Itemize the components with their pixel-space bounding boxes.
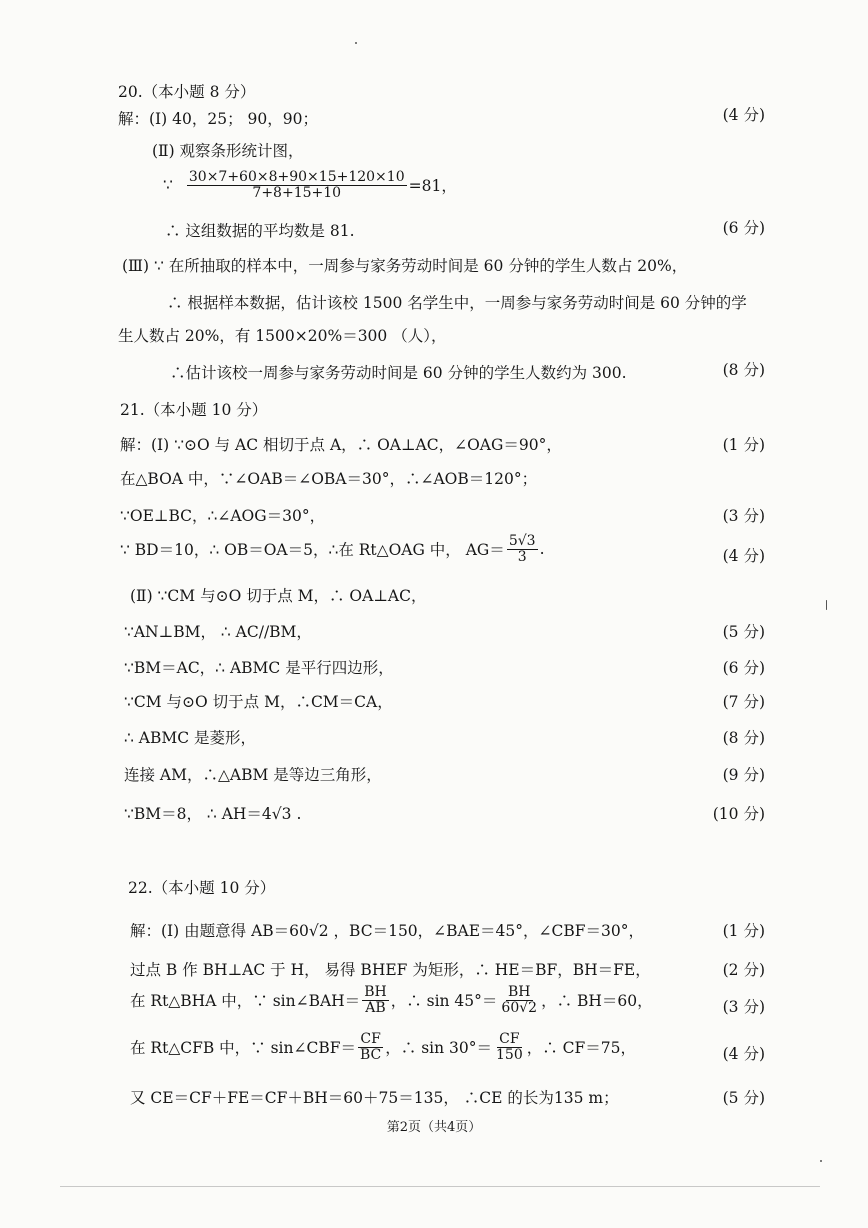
q22-line-4-fraction-2	[494, 1032, 525, 1062]
q21-line-6: ∵AN⊥BM， ∴ AC//BM，	[124, 623, 312, 641]
scan-speck	[826, 600, 827, 610]
q22-line-3-score: (3 分)	[722, 998, 765, 1016]
q21-line-9: ∴ ABMC 是菱形，	[124, 729, 257, 747]
q22-line-4	[130, 1032, 636, 1062]
denominator: 150	[496, 1046, 523, 1063]
q20-average-denominator: 7+8+15+10	[252, 184, 342, 201]
q21-ag-line	[120, 534, 545, 564]
q21-line-10-score: (9 分)	[722, 766, 765, 784]
page-bottom-rule	[60, 1186, 820, 1187]
q21-line-6-score: (5 分)	[722, 623, 765, 641]
q21-line-1-score: (1 分)	[722, 436, 765, 454]
q20-average-formula	[163, 170, 457, 200]
q21-ag-prefix: ∵ BD＝10，∴ OB＝OA＝5，∴在 Rt△OAG 中， AG＝	[120, 541, 505, 560]
q21-line-3-score: (3 分)	[722, 507, 765, 525]
q20-part2-score: (6 分)	[722, 219, 765, 237]
q22-line-3	[130, 985, 653, 1015]
q22-line-4-a: 在 Rt△CFB 中，∵ sin∠CBF＝	[130, 1039, 356, 1058]
q21-line-2: 在△BOA 中，∵∠OAB＝∠OBA＝30°，∴∠AOB＝120°；	[120, 470, 538, 488]
q22-line-3-b: ，∴ sin 45°＝	[390, 992, 498, 1011]
q21-line-8: ∵CM 与⊙O 切于点 M，∴CM＝CA，	[124, 693, 393, 711]
q22-line-4-fraction-1	[358, 1032, 383, 1062]
q22-line-3-fraction-2	[499, 985, 539, 1015]
numerator: BH	[508, 984, 531, 1000]
q21-ag-suffix: .	[539, 540, 545, 559]
q20-part3-line3: 生人数占 20%，有 1500×20%＝300 （人），	[118, 327, 447, 345]
numerator: CF	[499, 1031, 520, 1047]
scan-speck	[355, 42, 357, 44]
denominator: BC	[360, 1046, 382, 1063]
q22-line-3-c: ，∴ BH＝60，	[541, 992, 653, 1011]
because-symbol: ∵	[163, 176, 173, 195]
q22-line-1-score: (1 分)	[722, 922, 765, 940]
q21-line-8-score: (7 分)	[722, 693, 765, 711]
numerator: CF	[360, 1031, 381, 1047]
scan-speck	[820, 1160, 822, 1162]
q20-part2: (Ⅱ) 观察条形统计图，	[152, 142, 304, 160]
q22-line-2-score: (2 分)	[722, 961, 765, 979]
q21-ag-score: (4 分)	[722, 547, 765, 565]
q21-ag-numerator: 5√3	[508, 533, 536, 549]
q21-line-5: (Ⅱ) ∵CM 与⊙O 切于点 M，∴ OA⊥AC，	[130, 587, 427, 605]
denominator: AB	[365, 999, 386, 1016]
q21-line-1: 解：(Ⅰ) ∵⊙O 与 AC 相切于点 A，∴ OA⊥AC，∠OAG＝90°，	[120, 436, 562, 454]
q21-ag-fraction	[507, 534, 538, 564]
q22-line-4-score: (4 分)	[722, 1045, 765, 1063]
q22-line-5: 又 CE＝CF＋FE＝CF＋BH＝60＋75＝135， ∴CE 的长为135 m；	[130, 1089, 619, 1107]
q22-line-4-b: ，∴ sin 30°＝	[385, 1039, 492, 1058]
denominator: 60√2	[501, 999, 538, 1016]
q20-average-numerator: 30×7+60×8+90×15+120×10	[188, 169, 405, 185]
q20-average-fraction	[187, 170, 407, 200]
q20-part3: (Ⅲ) ∵ 在所抽取的样本中，一周参与家务劳动时间是 60 分钟的学生人数占 20%，	[122, 257, 688, 275]
q22-line-4-c: ，∴ CF＝75，	[526, 1039, 636, 1058]
q21-line-11: ∵BM＝8， ∴ AH＝4√3 .	[124, 805, 302, 823]
q22-line-2: 过点 B 作 BH⊥AC 于 H， 易得 BHEF 为矩形，∴ HE＝BF，BH＝FE，	[130, 961, 651, 979]
q22-heading: 22.（本小题 10 分）	[128, 879, 276, 897]
q21-line-7: ∵BM＝AC，∴ ABMC 是平行四边形，	[124, 659, 394, 677]
q20-part1-score: (4 分)	[722, 106, 765, 124]
q22-line-5-score: (5 分)	[722, 1089, 765, 1107]
q22-line-3-fraction-1	[362, 985, 389, 1015]
q21-line-11-score: (10 分)	[712, 805, 765, 823]
q21-line-7-score: (6 分)	[722, 659, 765, 677]
q20-average-result: =81，	[408, 177, 457, 196]
q21-ag-denominator: 3	[517, 548, 527, 565]
q21-heading: 21.（本小题 10 分）	[120, 401, 268, 419]
q20-part2-conclusion: ∴ 这组数据的平均数是 81.	[165, 222, 355, 240]
q20-part3-conclusion: ∴估计该校一周参与家务劳动时间是 60 分钟的学生人数约为 300.	[170, 364, 627, 382]
q22-line-3-a: 在 Rt△BHA 中，∵ sin∠BAH＝	[130, 992, 361, 1011]
q21-line-10: 连接 AM，∴△ABM 是等边三角形，	[124, 766, 382, 784]
page-footer: 第2页（共4页）	[386, 1120, 482, 1135]
q20-heading: 20.（本小题 8 分）	[118, 83, 256, 101]
numerator: BH	[364, 984, 387, 1000]
q21-line-3: ∵OE⊥BC，∴∠AOG＝30°，	[120, 507, 326, 525]
q20-part1: 解：(Ⅰ) 40，25； 90，90；	[118, 110, 318, 128]
q20-part3-score: (8 分)	[722, 361, 765, 379]
q20-part3-line2: ∴ 根据样本数据，估计该校 1500 名学生中，一周参与家务劳动时间是 60 分钟的学	[167, 294, 747, 312]
q22-line-1: 解：(Ⅰ) 由题意得 AB＝60√2 ，BC＝150，∠BAE＝45°，∠CBF＝30°，	[130, 922, 644, 940]
q21-line-9-score: (8 分)	[722, 729, 765, 747]
